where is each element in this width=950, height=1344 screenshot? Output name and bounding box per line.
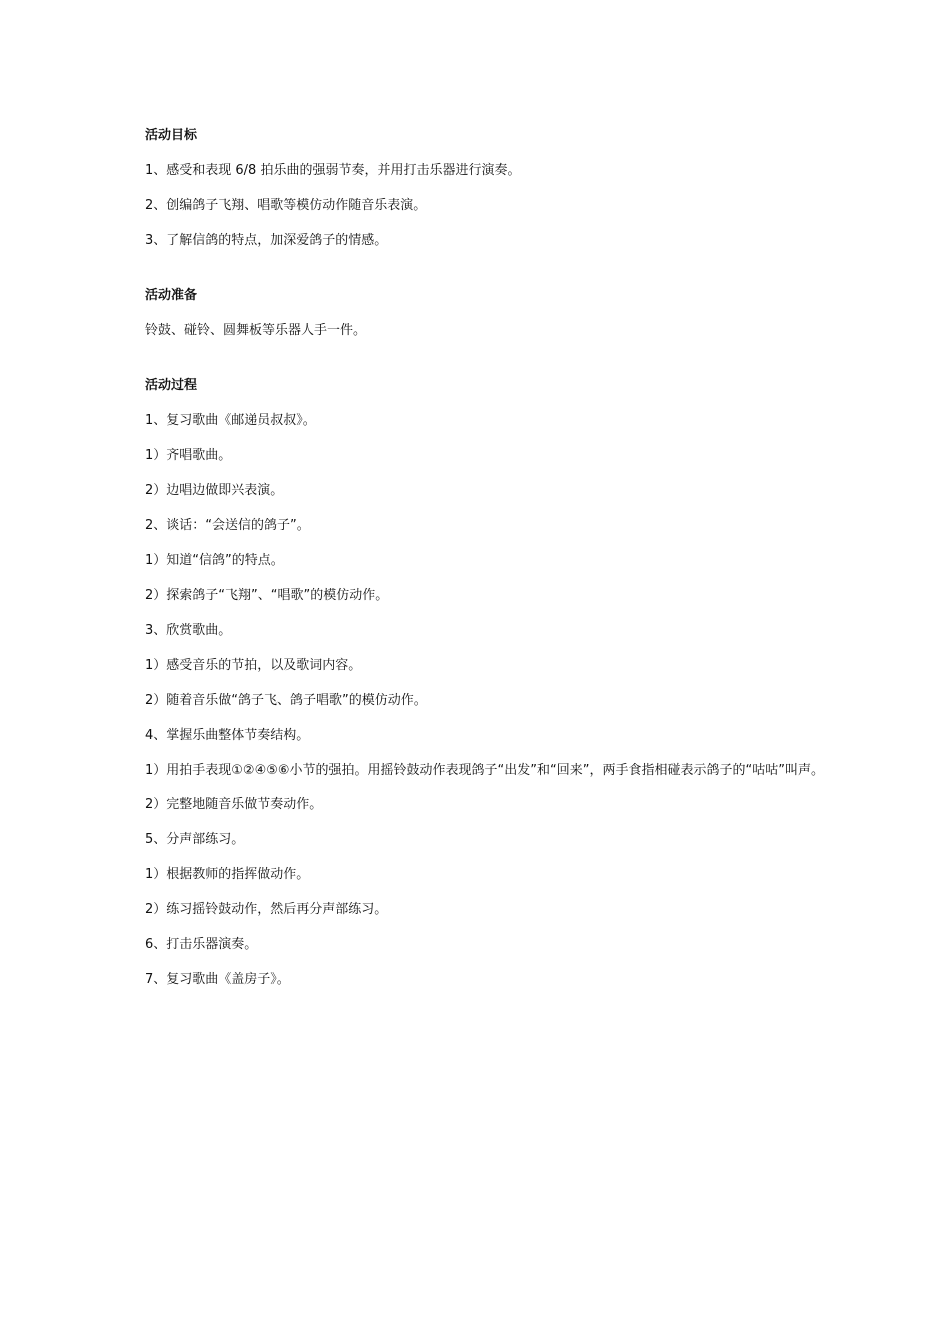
section-heading: 活动过程 bbox=[145, 378, 198, 393]
section-heading: 活动准备 bbox=[145, 288, 198, 303]
paragraph: 3、欣赏歌曲。 bbox=[145, 623, 232, 638]
paragraph: 2）随着音乐做“鸽子飞、鸽子唱歌”的模仿动作。 bbox=[145, 693, 427, 708]
section-spacer bbox=[145, 354, 825, 374]
paragraph: 4、掌握乐曲整体节奏结构。 bbox=[145, 728, 310, 743]
section-spacer bbox=[145, 264, 825, 284]
paragraph: 铃鼓、碰铃、圆舞板等乐器人手一件。 bbox=[145, 323, 367, 338]
paragraph: 5、分声部练习。 bbox=[145, 832, 245, 847]
section-preparation bbox=[145, 284, 825, 343]
document-page bbox=[145, 124, 825, 1003]
section-heading: 活动目标 bbox=[145, 128, 198, 143]
paragraph: 1、感受和表现 6/8 拍乐曲的强弱节奏，并用打击乐器进行演奏。 bbox=[145, 163, 521, 178]
paragraph: 7、复习歌曲《盖房子》。 bbox=[145, 972, 290, 987]
paragraph: 1）根据教师的指挥做动作。 bbox=[145, 867, 310, 882]
section-process bbox=[145, 374, 825, 992]
paragraph: 1）知道“信鸽”的特点。 bbox=[145, 553, 284, 568]
paragraph: 2、创编鸽子飞翔、唱歌等模仿动作随音乐表演。 bbox=[145, 198, 427, 213]
paragraph: 2）练习摇铃鼓动作，然后再分声部练习。 bbox=[145, 902, 388, 917]
paragraph: 2）探索鸽子“飞翔”、“唱歌”的模仿动作。 bbox=[145, 588, 389, 603]
paragraph: 3、了解信鸽的特点，加深爱鸽子的情感。 bbox=[145, 233, 388, 248]
paragraph: 1）感受音乐的节拍，以及歌词内容。 bbox=[145, 658, 362, 673]
paragraph: 2、谈话：“会送信的鸽子”。 bbox=[145, 518, 310, 533]
paragraph: 2）边唱边做即兴表演。 bbox=[145, 483, 284, 498]
paragraph: 2）完整地随音乐做节奏动作。 bbox=[145, 797, 323, 812]
paragraph: 1、复习歌曲《邮递员叔叔》。 bbox=[145, 413, 316, 428]
paragraph: 1）用拍手表现①②④⑤⑥小节的强拍。用摇铃鼓动作表现鸽子“出发”和“回来”，两手食指相碰表示鸽子的“咕咕”叫声。 bbox=[145, 763, 824, 778]
paragraph: 6、打击乐器演奏。 bbox=[145, 937, 258, 952]
section-goals bbox=[145, 124, 825, 253]
paragraph: 1）齐唱歌曲。 bbox=[145, 448, 232, 463]
